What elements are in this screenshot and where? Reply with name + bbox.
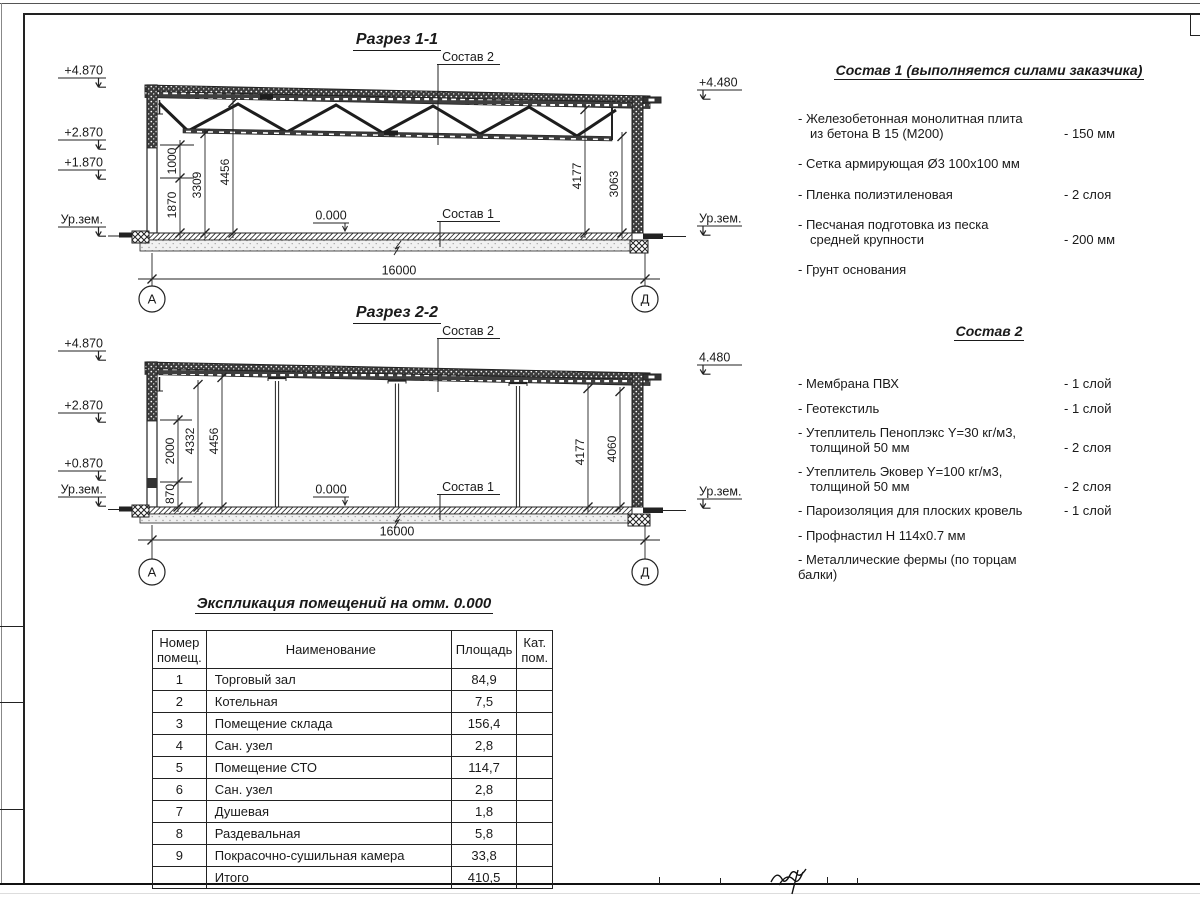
cell-num: 8 xyxy=(153,823,207,845)
cell-area: 84,9 xyxy=(451,669,517,691)
cell-name: Котельная xyxy=(206,691,451,713)
layer-value: - 2 слоя xyxy=(1064,478,1112,494)
layer-text: - Песчаная подготовка из песка средней крупности xyxy=(798,217,989,247)
layer-value: - 1 слой xyxy=(1064,376,1112,391)
cell-num: 9 xyxy=(153,845,207,867)
header-name: Наименование xyxy=(206,631,451,669)
cell-num: 7 xyxy=(153,801,207,823)
header-area: Площадь xyxy=(451,631,517,669)
table-row xyxy=(153,669,553,691)
layer-text: - Утеплитель Эковер Y=100 кг/м3, толщиной 50 мм xyxy=(798,464,1003,494)
elev-mark: Ур.зем. xyxy=(699,484,742,499)
header-num: Номер помещ. xyxy=(153,631,207,669)
layer-item xyxy=(798,529,1180,544)
cell-cat xyxy=(517,669,553,691)
sostav2-block xyxy=(798,323,1180,592)
dim-2000: 2000 xyxy=(163,437,177,465)
axis-letter-a: А xyxy=(147,564,157,580)
layer-text: - Металлические фермы (по торцам балки) xyxy=(798,552,1017,582)
cell-name: Сан. узел xyxy=(206,779,451,801)
sostav2-items xyxy=(798,377,1180,582)
cell-num: 5 xyxy=(153,757,207,779)
sostav2-title-text: Состав 2 xyxy=(955,323,1023,339)
layer-text: - Грунт основания xyxy=(798,262,907,277)
cell-area: 7,5 xyxy=(451,691,517,713)
frame-tick xyxy=(659,877,660,884)
section1-title-text: Разрез 1-1 xyxy=(353,31,441,51)
layer-text: - Мембрана ПВХ xyxy=(798,376,899,391)
elev-mark: +2.870 xyxy=(64,125,103,140)
cell-cat xyxy=(517,757,553,779)
table-row xyxy=(153,845,553,867)
zero-mark-label: 0.000 xyxy=(315,208,347,223)
section1-drawing xyxy=(58,50,742,312)
table-row xyxy=(153,735,553,757)
cell-area: 2,8 xyxy=(451,735,517,757)
cell-num xyxy=(153,867,207,889)
table-row xyxy=(153,757,553,779)
span-dim: 16000 xyxy=(379,524,415,539)
layer-text: - Пароизоляция для плоских кровель xyxy=(798,503,1023,518)
layer-value: - 150 мм xyxy=(1064,125,1116,141)
floor-layers-label: Состав 1 xyxy=(442,480,494,494)
cell-name: Покрасочно-сушильная камера xyxy=(206,845,451,867)
elev-mark: +4.870 xyxy=(64,336,103,351)
sostav1-title xyxy=(798,62,1180,80)
cell-num: 1 xyxy=(153,669,207,691)
axis-letter-d: Д xyxy=(640,564,650,580)
layer-text: - Пленка полиэтиленовая xyxy=(798,186,953,202)
dim-870: 870 xyxy=(163,483,177,505)
sostav2-title xyxy=(798,323,1180,341)
dim-1870: 1870 xyxy=(165,191,179,219)
layer-text: - Сетка армирующая Ø3 100х100 мм xyxy=(798,156,1020,171)
cell-area: 33,8 xyxy=(451,845,517,867)
dim-4177: 4177 xyxy=(573,438,587,466)
layer-item xyxy=(798,157,1180,172)
layer-item xyxy=(798,218,1180,247)
cell-cat xyxy=(517,845,553,867)
table-row xyxy=(153,691,553,713)
layer-item xyxy=(798,263,1180,278)
dim-4456: 4456 xyxy=(218,158,232,186)
layer-item xyxy=(798,504,1180,519)
dim-4177: 4177 xyxy=(570,162,584,190)
cell-cat xyxy=(517,691,553,713)
dim-4456: 4456 xyxy=(207,427,221,455)
cell-name: Душевая xyxy=(206,801,451,823)
layer-text: - Профнастил Н 114х0.7 мм xyxy=(798,527,966,543)
header-cat: Кат. пом. xyxy=(517,631,553,669)
filing-strip-divider xyxy=(0,626,23,627)
cell-cat xyxy=(517,713,553,735)
cell-name: Торговый зал xyxy=(206,669,451,691)
dim-3063: 3063 xyxy=(607,170,621,198)
corner-box-bottom xyxy=(1190,35,1200,36)
layer-value: - 2 слоя xyxy=(1064,439,1112,455)
floor-layers-label: Состав 1 xyxy=(442,207,494,221)
table-row xyxy=(153,801,553,823)
layer-item xyxy=(798,188,1180,203)
filing-strip-divider xyxy=(0,702,23,703)
layer-value: - 200 мм xyxy=(1064,231,1116,247)
cell-area: 2,8 xyxy=(451,779,517,801)
elev-mark: Ур.зем. xyxy=(60,482,103,497)
cell-name: Помещение склада xyxy=(206,713,451,735)
layer-item xyxy=(798,426,1180,455)
table-row xyxy=(153,823,553,845)
cell-area: 114,7 xyxy=(451,757,517,779)
layer-item xyxy=(798,112,1180,141)
section2-title-text: Разрез 2-2 xyxy=(353,304,441,324)
dim-4332: 4332 xyxy=(183,427,197,455)
dim-3309: 3309 xyxy=(190,171,204,199)
zero-mark-label: 0.000 xyxy=(315,482,347,497)
axis-letter-d: Д xyxy=(640,291,650,307)
room-table-title-text: Экспликация помещений на отм. 0.000 xyxy=(196,595,492,612)
cell-num: 4 xyxy=(153,735,207,757)
dim-1000: 1000 xyxy=(165,147,179,175)
cell-name: Итого xyxy=(206,867,451,889)
elev-mark: +1.870 xyxy=(64,155,103,170)
elev-mark: Ур.зем. xyxy=(60,212,103,227)
sostav1-block xyxy=(798,62,1180,294)
paper-bottom-edge xyxy=(0,893,1200,894)
layer-text: - Утеплитель Пеноплэкс Y=30 кг/м3, толщиной 50 мм xyxy=(798,425,1017,455)
section2-drawing xyxy=(58,324,742,585)
axis-letter-a: А xyxy=(147,291,157,307)
cell-cat xyxy=(517,779,553,801)
cell-num: 3 xyxy=(153,713,207,735)
elev-mark: +2.870 xyxy=(64,398,103,413)
elev-mark: +4.480 xyxy=(699,75,738,90)
cell-name: Помещение СТО xyxy=(206,757,451,779)
layer-value: - 2 слоя xyxy=(1064,186,1112,202)
cell-area: 410,5 xyxy=(451,867,517,889)
room-table-body xyxy=(153,669,553,889)
frame-tick xyxy=(720,878,721,884)
cell-name: Раздевальная xyxy=(206,823,451,845)
span-dim: 16000 xyxy=(381,263,417,278)
layer-item xyxy=(798,402,1180,417)
elev-mark: +4.870 xyxy=(64,63,103,78)
layer-value: - 1 слой xyxy=(1064,400,1112,416)
cell-num: 6 xyxy=(153,779,207,801)
table-header-row xyxy=(153,631,553,669)
signature-scribble xyxy=(765,858,825,896)
dim-4060: 4060 xyxy=(605,435,619,463)
elev-mark: Ур.зем. xyxy=(699,211,742,226)
elev-mark: +0.870 xyxy=(64,456,103,471)
roof-layers-label: Состав 2 xyxy=(442,324,494,338)
cell-num: 2 xyxy=(153,691,207,713)
table-row xyxy=(153,779,553,801)
layer-item xyxy=(798,465,1180,494)
cell-name: Сан. узел xyxy=(206,735,451,757)
table-row xyxy=(153,867,553,889)
room-table-title xyxy=(154,595,534,614)
room-table xyxy=(152,630,553,889)
cell-cat xyxy=(517,823,553,845)
corner-box-left xyxy=(1190,14,1191,36)
frame-tick xyxy=(857,878,858,884)
layer-value: - 1 слой xyxy=(1064,503,1112,518)
frame-tick xyxy=(827,877,828,884)
cell-cat xyxy=(517,735,553,757)
cell-area: 156,4 xyxy=(451,713,517,735)
cell-area: 1,8 xyxy=(451,801,517,823)
sections-drawing xyxy=(0,0,780,600)
cell-cat xyxy=(517,801,553,823)
filing-strip-divider xyxy=(0,809,23,810)
cell-area: 5,8 xyxy=(451,823,517,845)
roof-layers-label: Состав 2 xyxy=(442,50,494,64)
layer-item xyxy=(798,377,1180,392)
sostav1-title-text: Состав 1 (выполняется силами заказчика) xyxy=(835,62,1143,78)
sostav1-items xyxy=(798,112,1180,278)
layer-text: - Геотекстиль xyxy=(798,400,880,416)
elev-mark: 4.480 xyxy=(699,350,731,365)
layer-text: - Железобетонная монолитная плита из бетона В 15 (М200) xyxy=(798,111,1023,141)
table-row xyxy=(153,713,553,735)
layer-item xyxy=(798,553,1180,582)
cell-cat xyxy=(517,867,553,889)
